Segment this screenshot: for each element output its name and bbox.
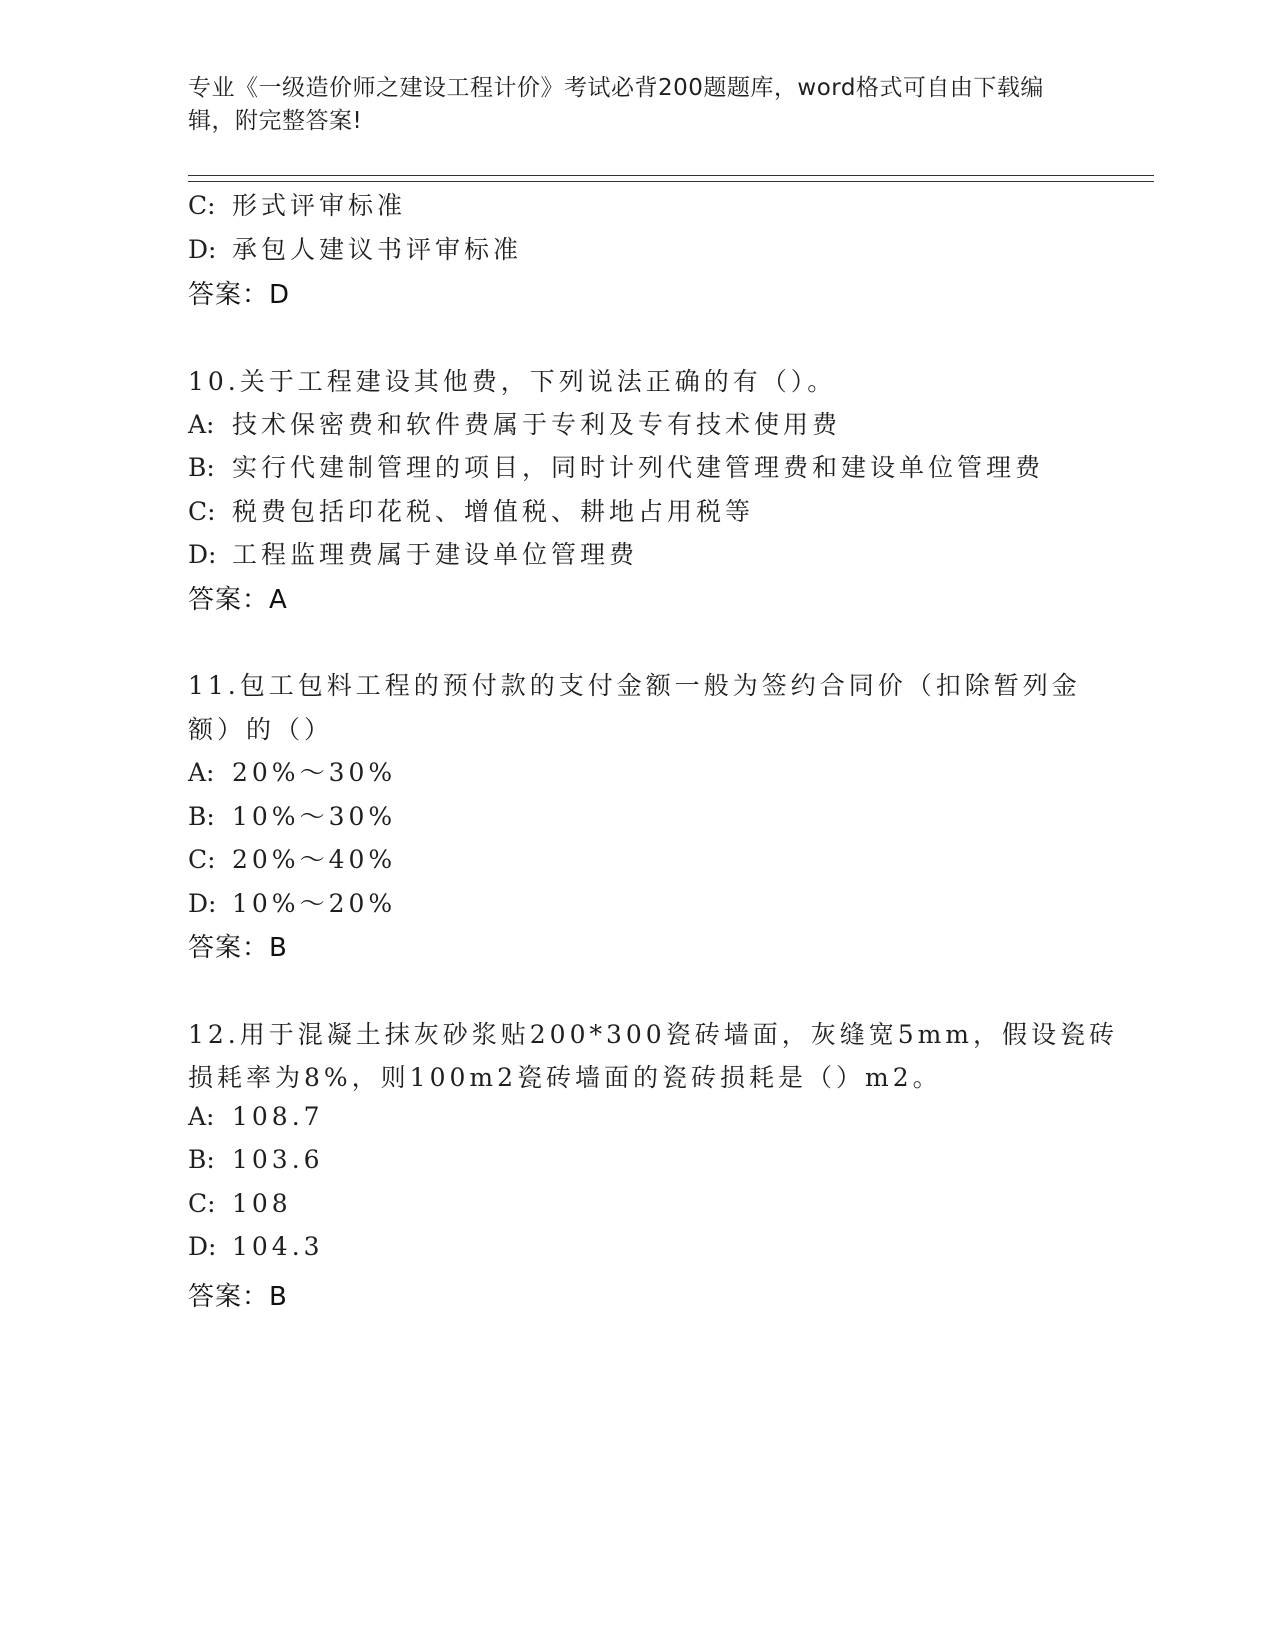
option-text: 103.6 — [232, 1145, 324, 1174]
option-text: 10%～20% — [232, 889, 397, 918]
option-text: 10%～30% — [232, 802, 397, 831]
question-12-answer — [188, 1276, 288, 1313]
question-10-option-b — [188, 448, 1044, 484]
question-12-stem-line-2: 损耗率为8%，则100m2瓷砖墙面的瓷砖损耗是（）m2。 — [188, 1063, 942, 1092]
option-label: A: — [188, 758, 215, 787]
question-11-option-b — [188, 797, 396, 833]
option-text: 20%～30% — [232, 758, 397, 787]
option-text: 承包人建议书评审标准 — [232, 235, 523, 264]
option-text: 实行代建制管理的项目，同时计列代建管理费和建设单位管理费 — [232, 453, 1045, 482]
question-11-answer — [188, 927, 288, 964]
answer-label: 答案： — [188, 585, 270, 615]
question-10-option-d — [188, 535, 638, 571]
option-label: C: — [188, 1189, 216, 1218]
option-label: B: — [188, 802, 215, 831]
option-label: D: — [188, 1232, 217, 1261]
question-10-answer — [188, 579, 288, 616]
prev-answer — [188, 274, 290, 311]
question-12-option-a — [188, 1102, 324, 1131]
option-text: 税费包括印花税、增值税、耕地占用税等 — [232, 497, 755, 526]
question-12-option-d — [188, 1232, 324, 1261]
header-divider-bottom — [188, 181, 1154, 182]
option-label: D: — [188, 235, 217, 264]
option-text: 108 — [232, 1189, 292, 1218]
option-text: 108.7 — [232, 1102, 324, 1131]
option-label: C: — [188, 191, 216, 220]
question-11-option-c — [188, 840, 396, 876]
answer-value: B — [269, 1282, 288, 1312]
header-divider-top — [188, 175, 1154, 176]
option-text: 20%～40% — [232, 845, 397, 874]
question-11-option-d — [188, 884, 396, 920]
question-11-option-a — [188, 753, 396, 789]
option-text: 104.3 — [232, 1232, 324, 1261]
document-header: 专业《一级造价师之建设工程计价》考试必背200题题库，word格式可自由下载编辑，附完整答案! — [188, 75, 1044, 134]
option-label: D: — [188, 540, 217, 569]
option-label: A: — [188, 410, 215, 439]
question-10-option-a — [188, 405, 841, 441]
prev-option-d — [188, 230, 522, 266]
question-12-stem-line-1: 12.用于混凝土抹灰砂浆贴200*300瓷砖墙面，灰缝宽5mm，假设瓷砖 — [188, 1020, 1119, 1049]
question-12-option-c — [188, 1189, 292, 1218]
option-text: 形式评审标准 — [232, 191, 407, 220]
answer-value: A — [269, 585, 288, 615]
prev-option-c — [188, 186, 406, 222]
option-label: B: — [188, 453, 215, 482]
question-10-stem: 10.关于工程建设其他费，下列说法正确的有（）。 — [188, 367, 837, 396]
option-label: A: — [188, 1102, 215, 1131]
option-label: C: — [188, 845, 216, 874]
answer-label: 答案： — [188, 1282, 270, 1312]
question-12-option-b — [188, 1145, 324, 1174]
option-label: D: — [188, 889, 217, 918]
option-label: B: — [188, 1145, 215, 1174]
option-text: 技术保密费和软件费属于专利及专有技术使用费 — [232, 410, 842, 439]
answer-label: 答案： — [188, 933, 270, 963]
answer-value: B — [269, 933, 288, 963]
question-11-stem-line-1: 11.包工包料工程的预付款的支付金额一般为签约合同价（扣除暂列金 — [188, 671, 1081, 700]
question-10-option-c — [188, 492, 754, 528]
answer-label: 答案： — [188, 280, 270, 310]
option-text: 工程监理费属于建设单位管理费 — [232, 540, 639, 569]
option-label: C: — [188, 497, 216, 526]
question-11-stem-line-2: 额）的（） — [188, 715, 334, 744]
answer-value: D — [269, 280, 291, 310]
